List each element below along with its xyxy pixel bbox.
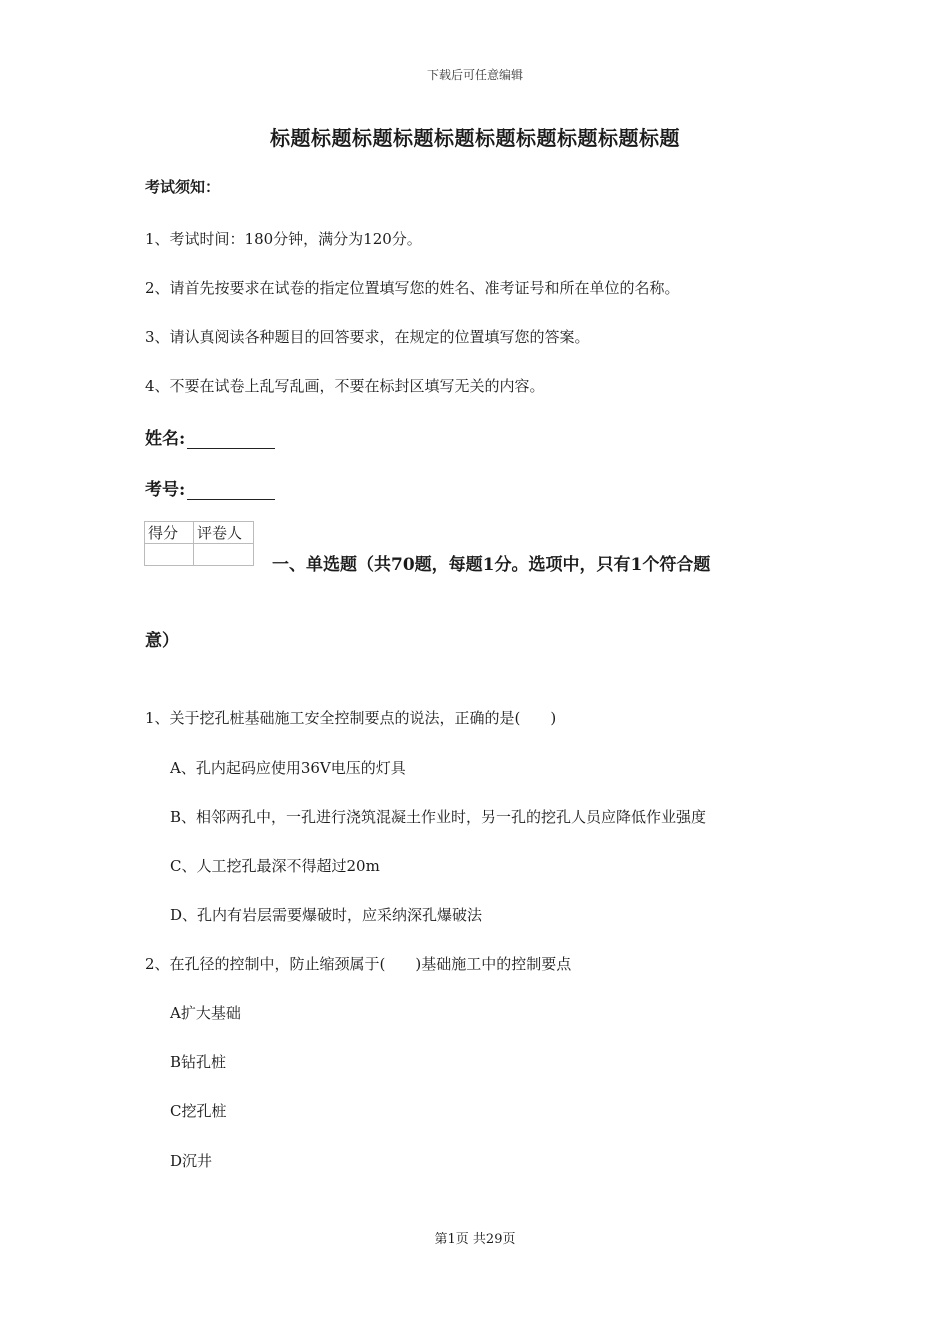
notice-rule-3: 3、请认真阅读各种题目的回答要求，在规定的位置填写您的答案。	[145, 328, 590, 346]
question-1-option-c: C、人工挖孔最深不得超过20m	[170, 857, 380, 875]
page-footer: 第1页 共29页	[434, 1232, 516, 1247]
section-title-continued: 意）	[145, 631, 179, 651]
notice-rule-4: 4、不要在试卷上乱写乱画，不要在标封区填写无关的内容。	[145, 377, 545, 395]
notice-rule-1: 1、考试时间：180分钟，满分为120分。	[145, 230, 422, 248]
grader-cell	[194, 544, 254, 566]
exam-number-blank-line[interactable]	[187, 481, 275, 500]
exam-number-label: 考号:	[145, 480, 186, 500]
name-label: 姓名:	[145, 429, 186, 449]
exam-number-field	[145, 475, 275, 500]
question-1-option-b: B、相邻两孔中，一孔进行浇筑混凝土作业时，另一孔的挖孔人员应降低作业强度	[170, 808, 707, 826]
question-2-option-c: C挖孔桩	[170, 1102, 227, 1120]
notice-heading: 考试须知：	[145, 178, 221, 196]
question-1-option-a: A、孔内起码应使用36V电压的灯具	[170, 759, 406, 777]
question-2-option-b: B钻孔桩	[170, 1053, 227, 1071]
question-1-option-d: D、孔内有岩层需要爆破时，应采纳深孔爆破法	[170, 906, 483, 924]
score-header: 得分	[145, 522, 194, 544]
score-table	[144, 521, 254, 566]
header-note: 下载后可任意编辑	[426, 68, 523, 82]
section-title: 一、单选题（共70题，每题1分。选项中，只有1个符合题	[272, 555, 711, 575]
question-2-option-a: A扩大基础	[170, 1004, 241, 1022]
score-cell	[145, 544, 194, 566]
question-1-stem: 1、关于挖孔桩基础施工安全控制要点的说法，正确的是( )	[145, 709, 557, 727]
question-2-option-d: D沉井	[170, 1152, 213, 1170]
name-blank-line[interactable]	[187, 430, 275, 449]
name-field	[145, 424, 275, 449]
document-title: 标题标题标题标题标题标题标题标题标题标题	[270, 126, 680, 150]
question-2-stem: 2、在孔径的控制中，防止缩颈属于( )基础施工中的控制要点	[145, 955, 572, 973]
notice-rule-2: 2、请首先按要求在试卷的指定位置填写您的姓名、准考证号和所在单位的名称。	[145, 279, 680, 297]
grader-header: 评卷人	[194, 522, 254, 544]
